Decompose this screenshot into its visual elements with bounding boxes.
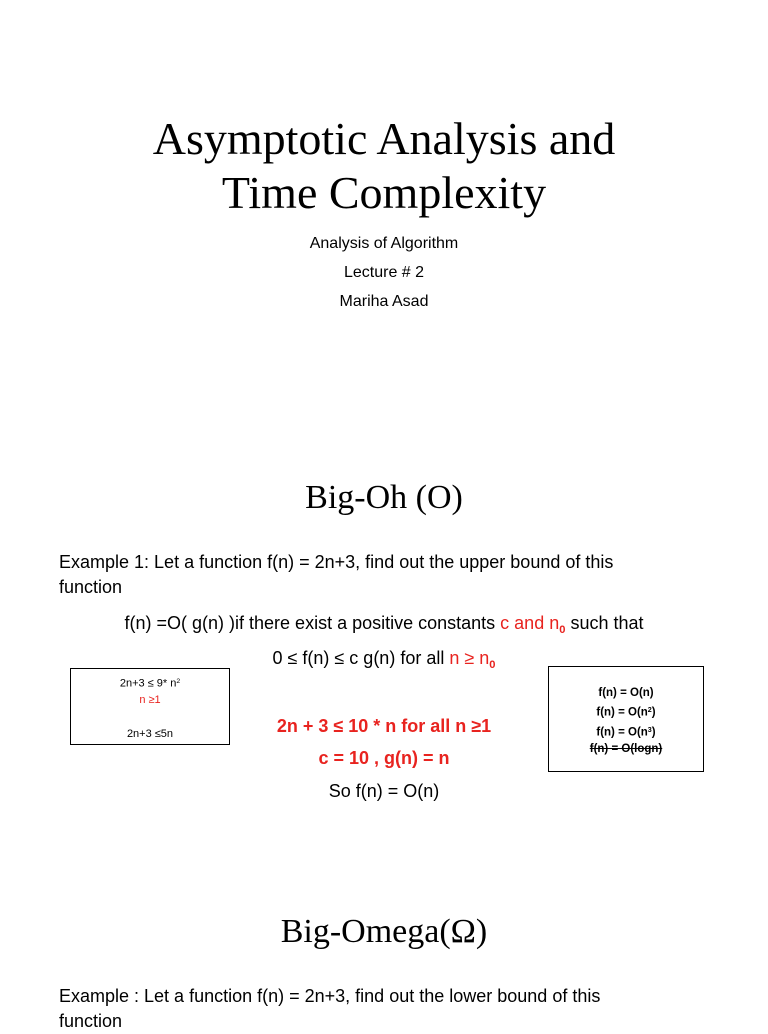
author-name: Mariha Asad — [339, 293, 429, 310]
example-line-2: function — [59, 577, 123, 597]
right-box-line-3: $f(n) = O(n^3)$ — [596, 725, 656, 739]
result-inequality: 2n + 3 ≤ 10 * n for all n ≥1 — [276, 716, 492, 736]
big-oh-heading: Big-Oh (O) — [305, 479, 463, 516]
definition-suffix: such that — [565, 613, 644, 633]
omega-example-text — [59, 984, 749, 1034]
definition-line — [0, 611, 768, 642]
lecture-number: Lecture # 2 — [343, 264, 425, 281]
definition-prefix: f(n) =O( g(n) )if there exist a positive constants — [124, 613, 501, 633]
slide-title — [0, 112, 768, 220]
title-line-1: Asymptotic Analysis and — [152, 113, 616, 164]
result-constants: c = 10 , g(n) = n — [318, 748, 450, 768]
example-text — [59, 550, 749, 600]
left-box-line-1: 2n+3 ≤ 9* $n^2$ — [119, 677, 181, 690]
condition-bound: $n \ge n_0$ — [449, 648, 496, 671]
omega-example-line-1: Example : Let a function f(n) = 2n+3, find out the lower bound of this — [59, 986, 601, 1006]
omega-example-line-2: function — [59, 1011, 123, 1031]
left-box-line-3: 2n+3 ≤5n — [126, 728, 174, 741]
big-omega-heading: Big-Omega(Ω) — [280, 913, 488, 950]
right-box-line-4: f(n) = O(logn) — [589, 743, 663, 756]
condition-prefix: 0 ≤ f(n) ≤ c g(n) for all — [272, 648, 450, 668]
right-box-line-2: $f(n) = O(n^2)$ — [596, 706, 656, 719]
course-name: Analysis of Algorithm — [309, 235, 459, 252]
title-line-2: Time Complexity — [221, 167, 547, 218]
slide-subtitle — [0, 229, 768, 316]
definition-constants: c and $n_0$ — [500, 613, 566, 636]
left-box-line-2: n ≥1 — [139, 694, 161, 707]
example-line-1: Example 1: Let a function f(n) = 2n+3, find out the upper bound of this — [59, 552, 614, 572]
right-box-line-1: f(n) = O(n) — [598, 687, 654, 699]
result-conclusion: So f(n) = O(n) — [328, 781, 440, 801]
